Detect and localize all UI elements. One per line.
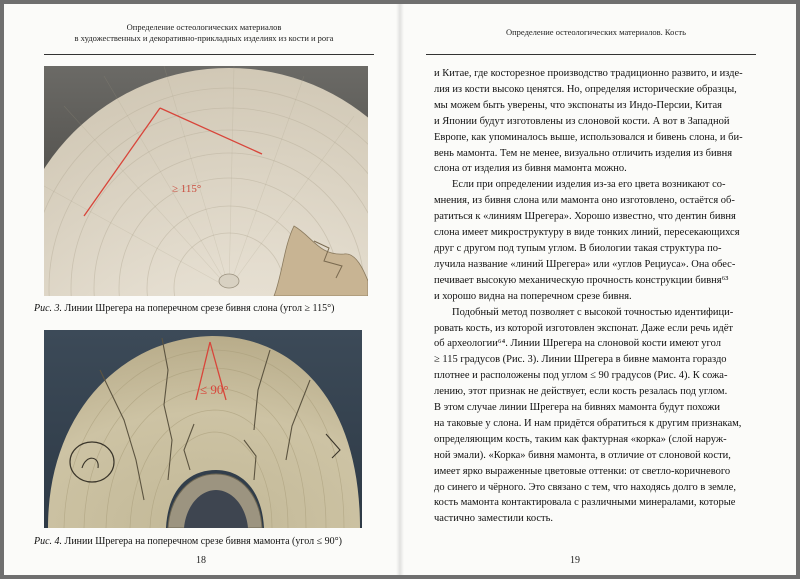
left-page-number: 18 — [196, 555, 206, 566]
figure-3-caption — [34, 303, 378, 315]
body-line: частично заместили кость. — [434, 513, 554, 525]
body-line: Европе, как упоминалось выше, использовался и бивень слона, и би- — [434, 131, 743, 143]
body-line: Подобный метод позволяет с высокой точностью идентифици- — [452, 306, 734, 318]
body-line: В этом случае линии Шрегера на бивнях мамонта будут похожи — [434, 402, 721, 414]
body-line: лия из кости высоко ценятся. Но, определяя исторические образцы, — [434, 83, 737, 95]
figure-3-caption-number: Рис. 3. — [34, 303, 63, 314]
body-line: слона от изделия из бивня мамонта можно. — [434, 163, 627, 175]
left-page — [4, 4, 400, 575]
right-running-head: Определение остеологических материалов. Кость — [505, 27, 686, 37]
body-line: ной эмали). «Корка» бивня мамонта, в отличие от слоновой кости, — [434, 449, 731, 461]
figure-3-photo — [44, 66, 368, 296]
body-line: имеет ярко выраженные цветовые оттенки: от светло-коричневого — [434, 465, 731, 477]
figure-3-caption-text: Линии Шрегера на поперечном срезе бивня слона (угол ≥ 115°) — [64, 303, 335, 314]
body-line: плотнее и расположены под углом ≤ 90 градусов (Рис. 4). К сожа- — [434, 370, 728, 382]
book-spread — [4, 4, 796, 575]
body-line: до синего и чёрного. Это связано с тем, что находясь долго в земле, — [434, 481, 736, 493]
body-line: ровать кость, из которой изготовлен экспонат. Даже если речь идёт — [434, 322, 733, 334]
right-page-number: 19 — [570, 555, 580, 566]
left-header-rule — [44, 54, 374, 55]
figure-4-caption-number: Рис. 4. — [34, 536, 63, 547]
body-line: мнения, из бивня слона или мамонта оно изготовлено, остаётся об- — [434, 195, 735, 207]
body-text — [434, 66, 764, 527]
elephant-tusk-cross-section — [44, 66, 368, 296]
body-line: и Китае, где косторезное производство традиционно развито, и изде- — [434, 68, 743, 79]
body-line: ≥ 115 градусов (Рис. 3). Линии Шрегера в бивне мамонта гораздо — [434, 354, 727, 366]
figure-4-caption-text: Линии Шрегера на поперечном срезе бивня мамонта (угол ≤ 90°) — [64, 536, 342, 547]
right-page — [400, 4, 796, 575]
left-running-head-line-1: Определение остеологических материалов — [126, 22, 282, 32]
figure-4-angle-label: ≤ 90° — [200, 382, 229, 397]
body-line: Если при определении изделия из-за его цвета возникают со- — [452, 179, 726, 191]
body-line: определяющим кость, таким как фактурная «корка» (слой наруж- — [434, 433, 727, 445]
figure-4-caption — [34, 536, 378, 548]
figure-3-angle-label: ≥ 115° — [172, 183, 202, 195]
body-line: и хорошо видна на поперечном срезе бивня. — [434, 290, 632, 302]
body-line: кость мамонта контактировала с различными минералами, которые — [434, 497, 736, 509]
body-line: слона имеет микроструктуру в виде тонких линий, пересекающихся — [434, 227, 740, 239]
body-line: лению, этот признак не действует, если кость резалась под углом. — [434, 386, 728, 398]
left-running-head — [34, 22, 374, 44]
left-running-head-line-2: в художественных и декоративно-прикладных изделиях из кости и рога — [74, 33, 334, 43]
body-line: об археологии⁶⁴. Линии Шрегера на слоновой кости имеют угол — [434, 338, 721, 350]
body-line: мы можем быть уверены, что экспонаты из Индо-Персии, Китая — [434, 99, 722, 111]
body-line: на таковые у слона. И нам придётся обратиться к другим признакам, — [434, 417, 742, 429]
mammoth-tusk-cross-section — [44, 330, 362, 528]
figure-4-photo — [44, 330, 362, 528]
body-line: ратиться к «линиям Шрегера». Хорошо известно, что дентин бивня — [434, 211, 736, 223]
body-line: вень мамонта. Тем не менее, визуально отличить изделия из бивня — [434, 147, 733, 159]
body-line: и Японии будут изготовлены из слоновой кости. А вот в Западной — [434, 115, 730, 127]
body-line: друг с другом под тупым углом. В биологии такая структура по- — [434, 242, 722, 254]
right-header-rule — [426, 54, 756, 55]
body-line: печивает высокую механическую прочность конструкции бивня⁶³ — [434, 274, 729, 286]
body-line: лучила название «линий Шрегера» или «углов Рециуса». Она обес- — [434, 258, 736, 270]
